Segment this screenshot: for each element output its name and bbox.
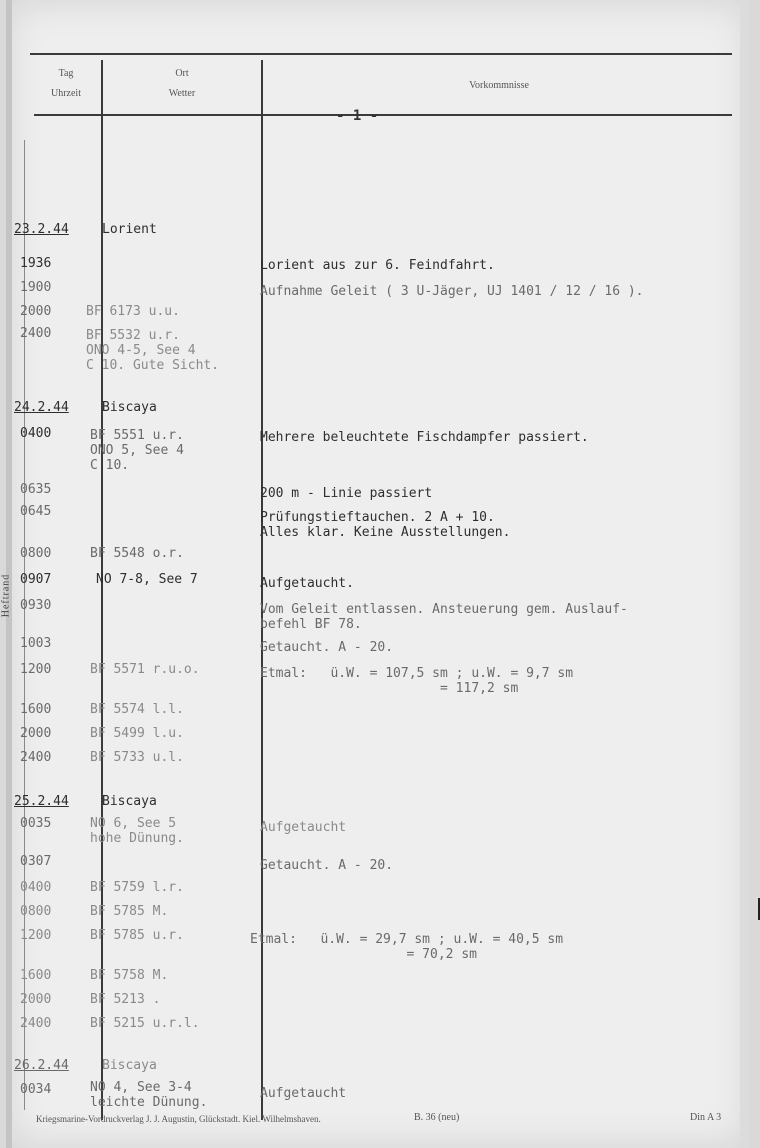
row-place: BF 5759 l.r.: [90, 880, 184, 895]
row-time: 0034: [20, 1082, 52, 1097]
row-events: Lorient aus zur 6. Feindfahrt.: [260, 258, 495, 273]
footer-form-number: B. 36 (neu): [414, 1112, 460, 1123]
row-place: BF 5548 o.r.: [90, 546, 184, 561]
row-events: Aufgetaucht.: [260, 576, 354, 591]
row-events: Aufnahme Geleit ( 3 U-Jäger, UJ 1401 / 12 / 16 ).: [260, 284, 644, 299]
row-events: Aufgetaucht: [260, 1086, 347, 1101]
header-vorkommnisse: Vorkommnisse: [469, 80, 529, 91]
row-place: NO 4, See 3-4 leichte Dünung.: [90, 1080, 208, 1110]
footer-paper-size: Din A 3: [690, 1112, 722, 1123]
row-date: 24.2.44: [14, 400, 69, 415]
header-col2-line2: Wetter: [168, 88, 196, 99]
row-events: Prüfungstieftauchen. 2 A + 10. Alles klar. Keine Ausstellungen.: [260, 510, 511, 540]
row-place: BF 5213 .: [90, 992, 161, 1007]
row-place: BF 5571 r.u.o.: [90, 662, 200, 677]
row-events: Getaucht. A - 20.: [260, 640, 394, 655]
row-time: 1003: [20, 636, 52, 651]
row-time: 0400: [20, 426, 52, 441]
row-events: Aufgetaucht: [260, 820, 347, 835]
row-place: Biscaya: [102, 794, 157, 809]
row-time: 2400: [20, 750, 52, 765]
row-events: Getaucht. A - 20.: [260, 858, 394, 873]
row-place: Biscaya: [102, 1058, 157, 1073]
row-time: 1200: [20, 928, 52, 943]
row-time: 0400: [20, 880, 52, 895]
row-place: BF 5785 u.r.: [90, 928, 184, 943]
row-time: 0800: [20, 904, 52, 919]
row-events: Etmal: ü.W. = 29,7 sm ; u.W. = 40,5 sm = 70,2 sm: [250, 932, 564, 962]
row-time: 0800: [20, 546, 52, 561]
row-place: BF 5215 u.r.l.: [90, 1016, 200, 1031]
row-time: 0307: [20, 854, 52, 869]
row-time: 1600: [20, 968, 52, 983]
row-place: BF 5551 u.r. ONO 5, See 4 C 10.: [90, 428, 184, 473]
row-date: 23.2.44: [14, 222, 69, 237]
row-events: Vom Geleit entlassen. Ansteuerung gem. Auslauf- befehl BF 78.: [260, 602, 628, 632]
row-date: 25.2.44: [14, 794, 69, 809]
row-time: 2000: [20, 992, 52, 1007]
row-time: 1900: [20, 280, 52, 295]
header-bottom-rule: [34, 114, 732, 116]
row-events: Etmal: ü.W. = 107,5 sm ; u.W. = 9,7 sm = 117,2 sm: [260, 666, 574, 696]
row-events: Mehrere beleuchtete Fischdampfer passiert.: [260, 430, 589, 445]
row-time: 2400: [20, 1016, 52, 1031]
header-col2-line1: Ort: [175, 68, 189, 79]
row-events: 200 m - Linie passiert: [260, 486, 433, 501]
row-time: 2000: [20, 304, 52, 319]
column-divider-1: [101, 60, 103, 1120]
row-place: NO 7-8, See 7: [96, 572, 198, 587]
row-place: BF 5758 M.: [90, 968, 169, 983]
footer-publisher: Kriegsmarine-Vordruckverlag J. J. Augustin, Glückstadt. Kiel. Wilhelmshaven.: [36, 1114, 321, 1124]
row-place: Biscaya: [102, 400, 157, 415]
row-place: Lorient: [102, 222, 157, 237]
row-place: BF 5574 l.l.: [90, 702, 184, 717]
header-ort-wetter: [106, 64, 258, 104]
row-place: BF 5532 u.r. ONO 4-5, See 4 C 10. Gute Sicht.: [86, 328, 220, 373]
scan-right-edge: [740, 0, 750, 1148]
row-time: 0035: [20, 816, 52, 831]
row-place: BF 5733 u.l.: [90, 750, 184, 765]
header-tag-uhrzeit: [34, 64, 98, 104]
row-time: 0907: [20, 572, 52, 587]
page-number: - 1 -: [336, 108, 379, 124]
row-time: 2000: [20, 726, 52, 741]
row-place: BF 6173 u.u.: [86, 304, 180, 319]
row-place: NO 6, See 5 hohe Dünung.: [90, 816, 184, 846]
row-place: BF 5785 M.: [90, 904, 169, 919]
row-date: 26.2.44: [14, 1058, 69, 1073]
row-time: 1200: [20, 662, 52, 677]
row-time: 0930: [20, 598, 52, 613]
row-time: 0635: [20, 482, 52, 497]
row-time: 1936: [20, 256, 52, 271]
row-time: 0645: [20, 504, 52, 519]
row-place: BF 5499 l.u.: [90, 726, 184, 741]
row-time: 2400: [20, 326, 52, 341]
header-col1-line1: Tag: [58, 68, 74, 79]
header-col1-line2: Uhrzeit: [51, 88, 81, 99]
row-time: 1600: [20, 702, 52, 717]
side-label: Heftrand: [0, 573, 12, 618]
table-top-rule: [30, 53, 732, 55]
